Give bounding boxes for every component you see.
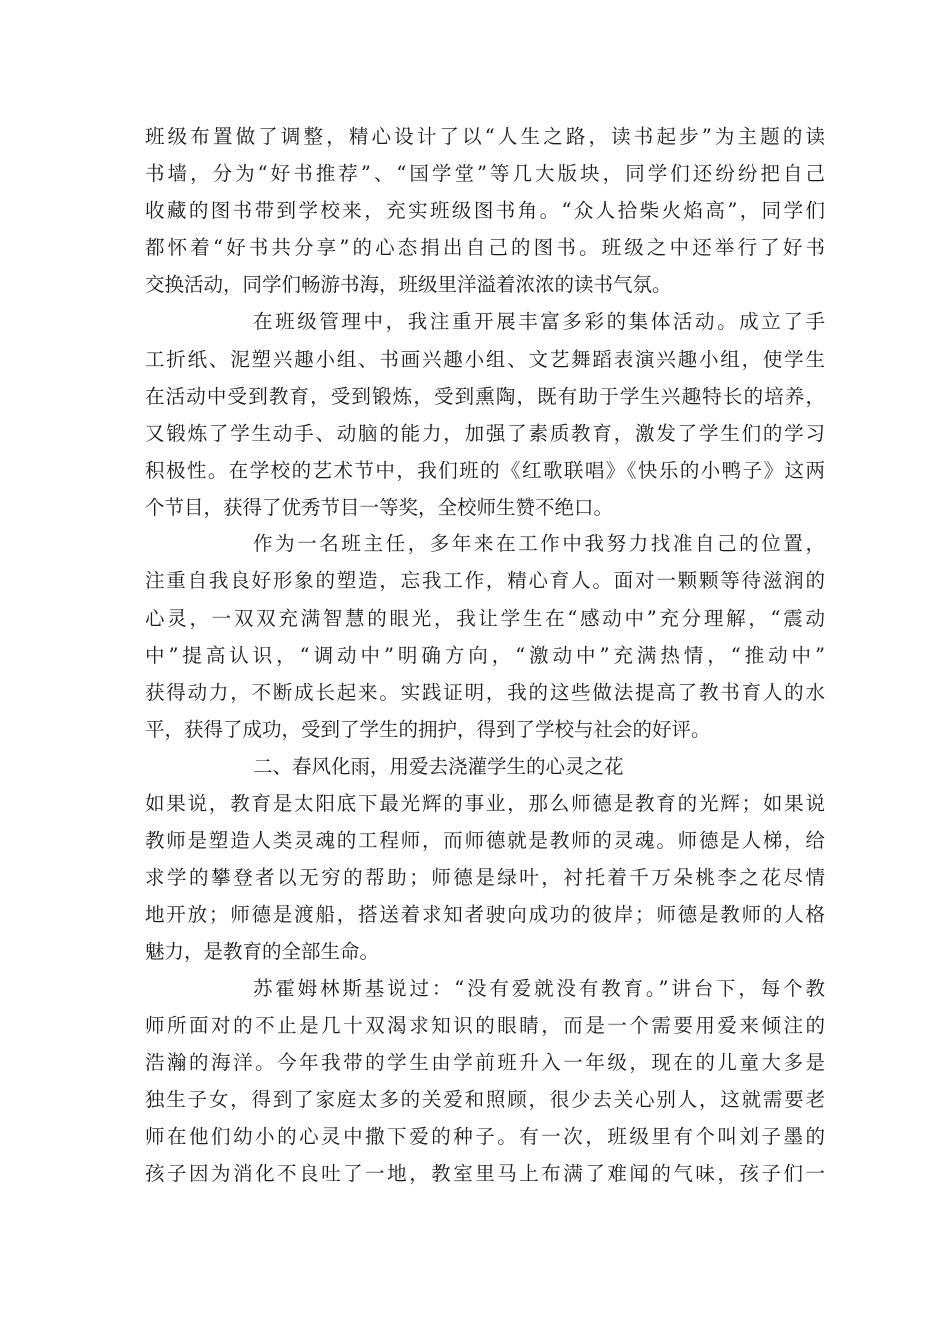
text-line: 师所面对的不止是几十双渴求知识的眼睛，而是一个需要用爱来倾注的 — [145, 1014, 825, 1037]
text-line: 中”提高认识，“调动中”明确方向，“激动中”充满热情，“推动中” — [145, 644, 825, 667]
text-line: 师在他们幼小的心灵中撒下爱的种子。有一次，班级里有个叫刘子墨的 — [145, 1125, 825, 1148]
text-line: 教师是塑造人类灵魂的工程师，而师德就是教师的灵魂。师德是人梯，给 — [145, 829, 825, 852]
text-line: 魅力，是教育的全部生命。 — [145, 940, 380, 963]
text-line: 孩子因为消化不良吐了一地，教室里马上布满了难闻的气味，孩子们一 — [145, 1162, 825, 1185]
text-line: 获得动力，不断成长起来。实践证明，我的这些做法提高了教书育人的水 — [145, 681, 825, 704]
text-line: 书墙，分为“好书推荐”、“国学堂”等几大版块，同学们还纷纷把自己 — [145, 162, 825, 185]
text-line: 心灵，一双双充满智慧的眼光，我让学生在“感动中”充分理解，“震动 — [145, 607, 825, 630]
text-line: 如果说，教育是太阳底下最光辉的事业，那么师德是教育的光辉；如果说 — [145, 792, 825, 815]
text-line: 平，获得了成功，受到了学生的拥护，得到了学校与社会的好评。 — [145, 718, 711, 741]
paragraph-first-line: 在班级管理中，我注重开展丰富多彩的集体活动。成立了手 — [253, 310, 825, 333]
text-line: 班级布置做了调整，精心设计了以“人生之路，读书起步”为主题的读 — [145, 125, 825, 148]
text-line: 独生子女，得到了家庭太多的关爱和照顾，很少去关心别人，这就需要老 — [145, 1088, 825, 1111]
text-line: 又锻炼了学生动手、动脑的能力，加强了素质教育，激发了学生们的学习 — [145, 422, 825, 445]
text-line: 工折纸、泥塑兴趣小组、书画兴趣小组、文艺舞蹈表演兴趣小组，使学生 — [145, 348, 825, 371]
text-line: 在活动中受到教育，受到锻炼，受到熏陶，既有助于学生兴趣特长的培养， — [145, 385, 825, 408]
text-line: 收藏的图书带到学校来，充实班级图书角。“众人拾柴火焰高”，同学们 — [145, 199, 825, 222]
text-line: 浩瀚的海洋。今年我带的学生由学前班升入一年级，现在的儿童大多是 — [145, 1051, 825, 1074]
text-line: 交换活动，同学们畅游书海，班级里洋溢着浓浓的读书气氛。 — [145, 273, 672, 296]
text-line: 都怀着“好书共分享”的心态捐出自己的图书。班级之中还举行了好书 — [145, 236, 825, 259]
paragraph-first-line: 苏霍姆林斯基说过：“没有爱就没有教育。”讲台下，每个教 — [253, 977, 825, 1000]
text-line: 地开放；师德是渡船，搭送着求知者驶向成功的彼岸；师德是教师的人格 — [145, 903, 825, 926]
text-line: 个节目，获得了优秀节目一等奖，全校师生赞不绝口。 — [145, 496, 614, 519]
section-heading: 二、春风化雨，用爱去浇灌学生的心灵之花 — [253, 755, 624, 778]
text-line: 积极性。在学校的艺术节中，我们班的《红歌联唱》《快乐的小鸭子》这两 — [145, 459, 825, 482]
paragraph-first-line: 作为一名班主任，多年来在工作中我努力找准自己的位置， — [253, 532, 825, 555]
text-line: 求学的攀登者以无穷的帮助；师德是绿叶，衬托着千万朵桃李之花尽情 — [145, 866, 825, 889]
text-line: 注重自我良好形象的塑造，忘我工作，精心育人。面对一颗颗等待滋润的 — [145, 569, 825, 592]
